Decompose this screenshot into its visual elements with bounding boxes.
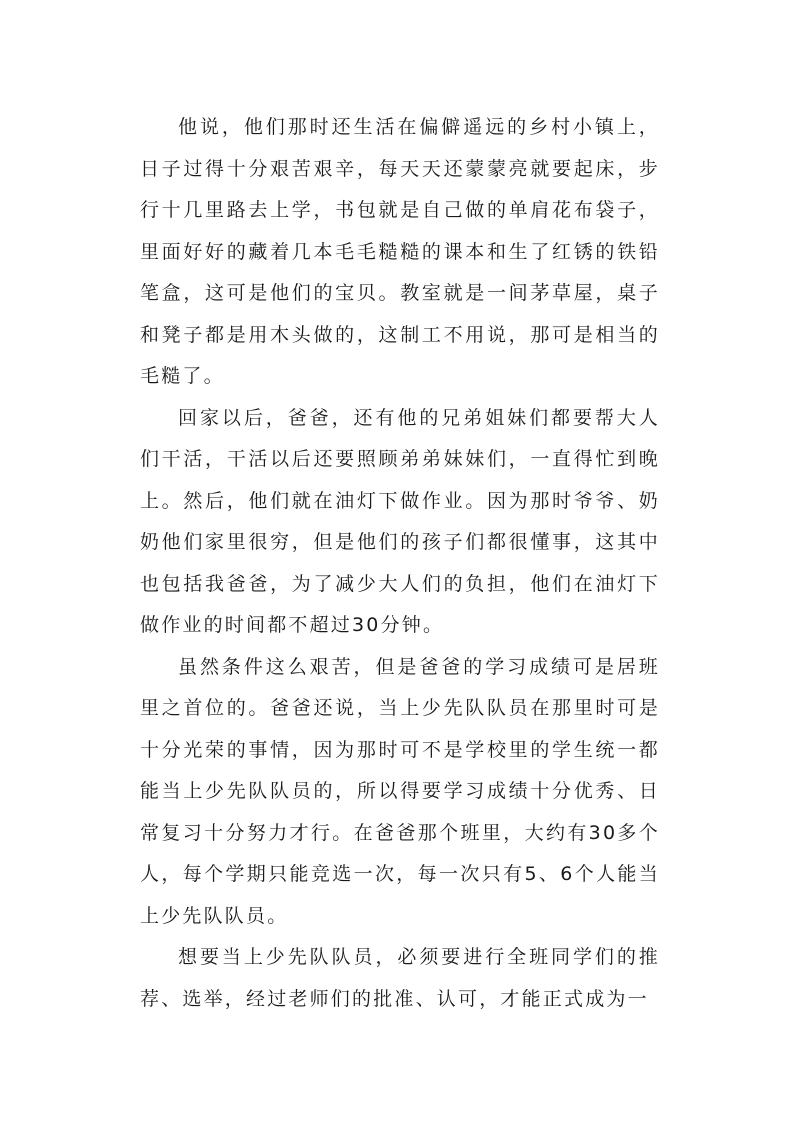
paragraph-2: 回家以后，爸爸，还有他的兄弟姐妹们都要帮大人们干活，干活以后还要照顾弟弟妹妹们，一直得忙到晚上。然后，他们就在油灯下做作业。因为那时爷爷、奶奶他们家里很穷，但是他们的孩子们都很懂事，这其中也包括我爸爸，为了减少大人们的负担，他们在油灯下做作业的时间都不超过30分钟。 — [140, 406, 660, 636]
paragraph-1: 他说，他们那时还生活在偏僻遥远的乡村小镇上，日子过得十分艰苦艰辛，每天天还蒙蒙亮就要起床，步行十几里路去上学，书包就是自己做的单肩花布袋子，里面好好的藏着几本毛毛糙糙的课本和生了红锈的铁铅笔盒，这可是他们的宝贝。教室就是一间茅草屋，桌子和凳子都是用木头做的，这制工不用说，那可是相当的毛糙了。 — [140, 116, 660, 387]
paragraph-4: 想要当上少先队队员，必须要进行全班同学们的推荐、选举，经过老师们的批准、认可，才能正式成为一 — [140, 946, 660, 1010]
document-body — [140, 107, 660, 1020]
paragraph-3: 虽然条件这么艰苦，但是爸爸的学习成绩可是居班里之首位的。爸爸还说，当上少先队队员在那里时可是十分光荣的事情，因为那时可不是学校里的学生统一都能当上少先队队员的，所以得要学习成绩十分优秀、日常复习十分努力才行。在爸爸那个班里，大约有30多个人，每个学期只能竞选一次，每一次只有5、6个人能当上少先队队员。 — [140, 655, 660, 927]
